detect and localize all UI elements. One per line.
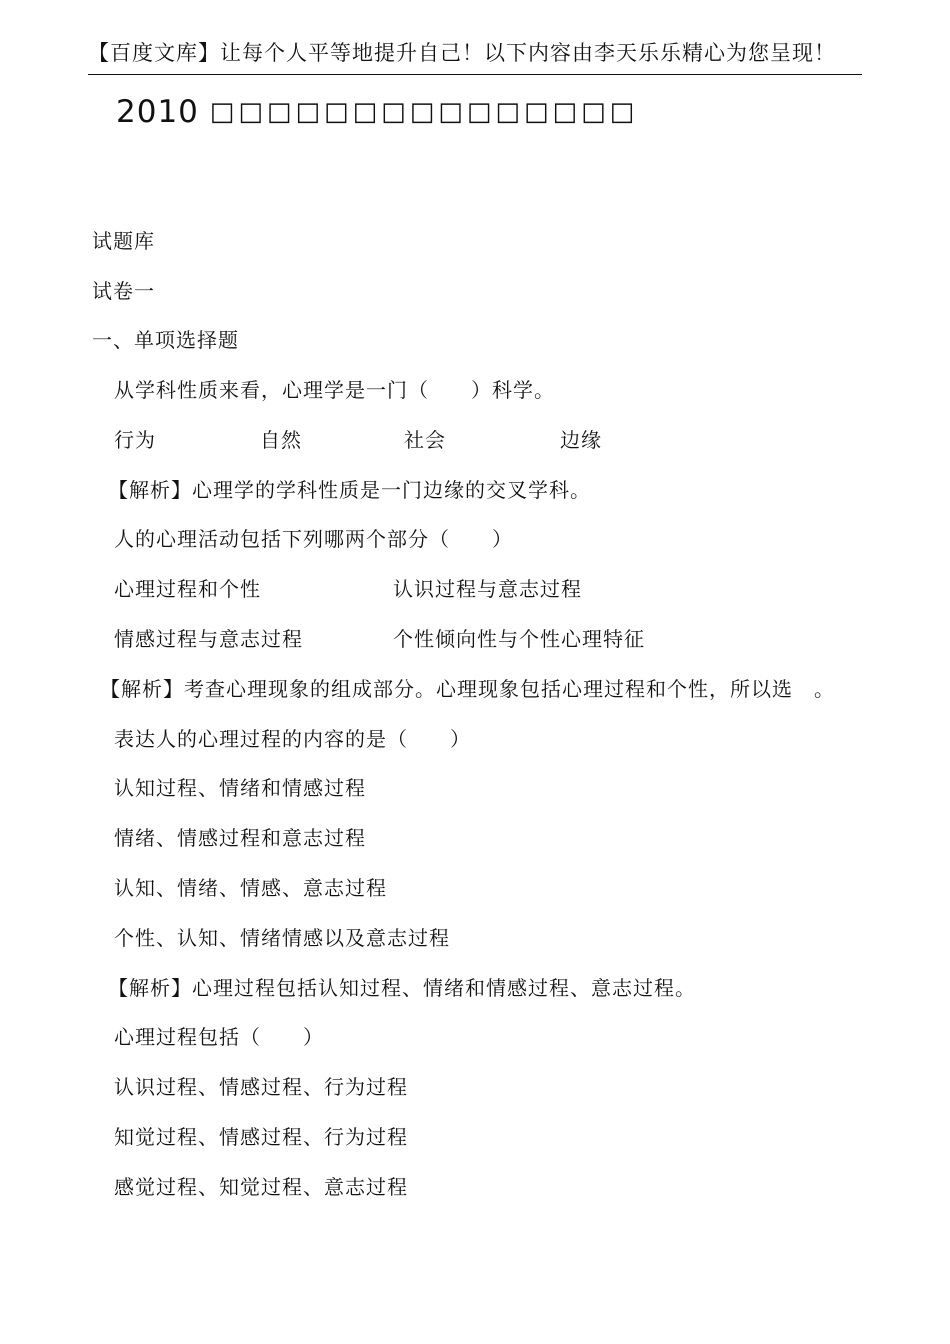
page-title	[116, 90, 638, 134]
question-1-option-d: 边缘	[560, 428, 602, 452]
question-3-analysis: 【解析】心理过程包括认知过程、情绪和情感过程、意志过程。	[108, 976, 696, 1000]
question-3: 表达人的心理过程的内容的是（ ）	[114, 727, 471, 751]
title-missing-glyphs: □□□□□□□□□□□□□□□	[209, 97, 639, 127]
question-2-analysis: 【解析】考查心理现象的组成部分。心理现象包括心理过程和个性，所以选 。	[100, 677, 835, 701]
question-3-option-d: 个性、认知、情绪情感以及意志过程	[114, 926, 450, 950]
question-4-option-b: 知觉过程、情感过程、行为过程	[114, 1125, 408, 1149]
section-paper-one: 试卷一	[92, 279, 155, 303]
question-3-option-c: 认知、情绪、情感、意志过程	[114, 876, 387, 900]
question-2-option-a: 心理过程和个性	[114, 577, 261, 601]
question-2-option-c: 情感过程与意志过程	[114, 627, 303, 651]
header-divider	[88, 74, 862, 75]
title-year: 2010	[116, 94, 199, 130]
question-2: 人的心理活动包括下列哪两个部分（ ）	[114, 527, 513, 551]
question-4-option-a: 认识过程、情感过程、行为过程	[114, 1075, 408, 1099]
question-2-option-d: 个性倾向性与个性心理特征	[393, 627, 645, 651]
page-header: 【百度文库】让每个人平等地提升自己！以下内容由李天乐乐精心为您呈现！	[88, 41, 836, 65]
question-4-option-c: 感觉过程、知觉过程、意志过程	[114, 1175, 408, 1199]
question-3-option-b: 情绪、情感过程和意志过程	[114, 826, 366, 850]
question-1-option-c: 社会	[404, 428, 446, 452]
question-1: 从学科性质来看，心理学是一门（ ）科学。	[114, 378, 555, 402]
section-question-bank: 试题库	[92, 229, 155, 253]
question-3-option-a: 认知过程、情绪和情感过程	[114, 776, 366, 800]
question-2-option-b: 认识过程与意志过程	[393, 577, 582, 601]
question-1-analysis: 【解析】心理学的学科性质是一门边缘的交叉学科。	[108, 478, 591, 502]
question-4: 心理过程包括（ ）	[114, 1025, 324, 1049]
question-1-option-b: 自然	[260, 428, 302, 452]
section-single-choice: 一、单项选择题	[92, 328, 239, 352]
question-1-option-a: 行为	[114, 428, 156, 452]
